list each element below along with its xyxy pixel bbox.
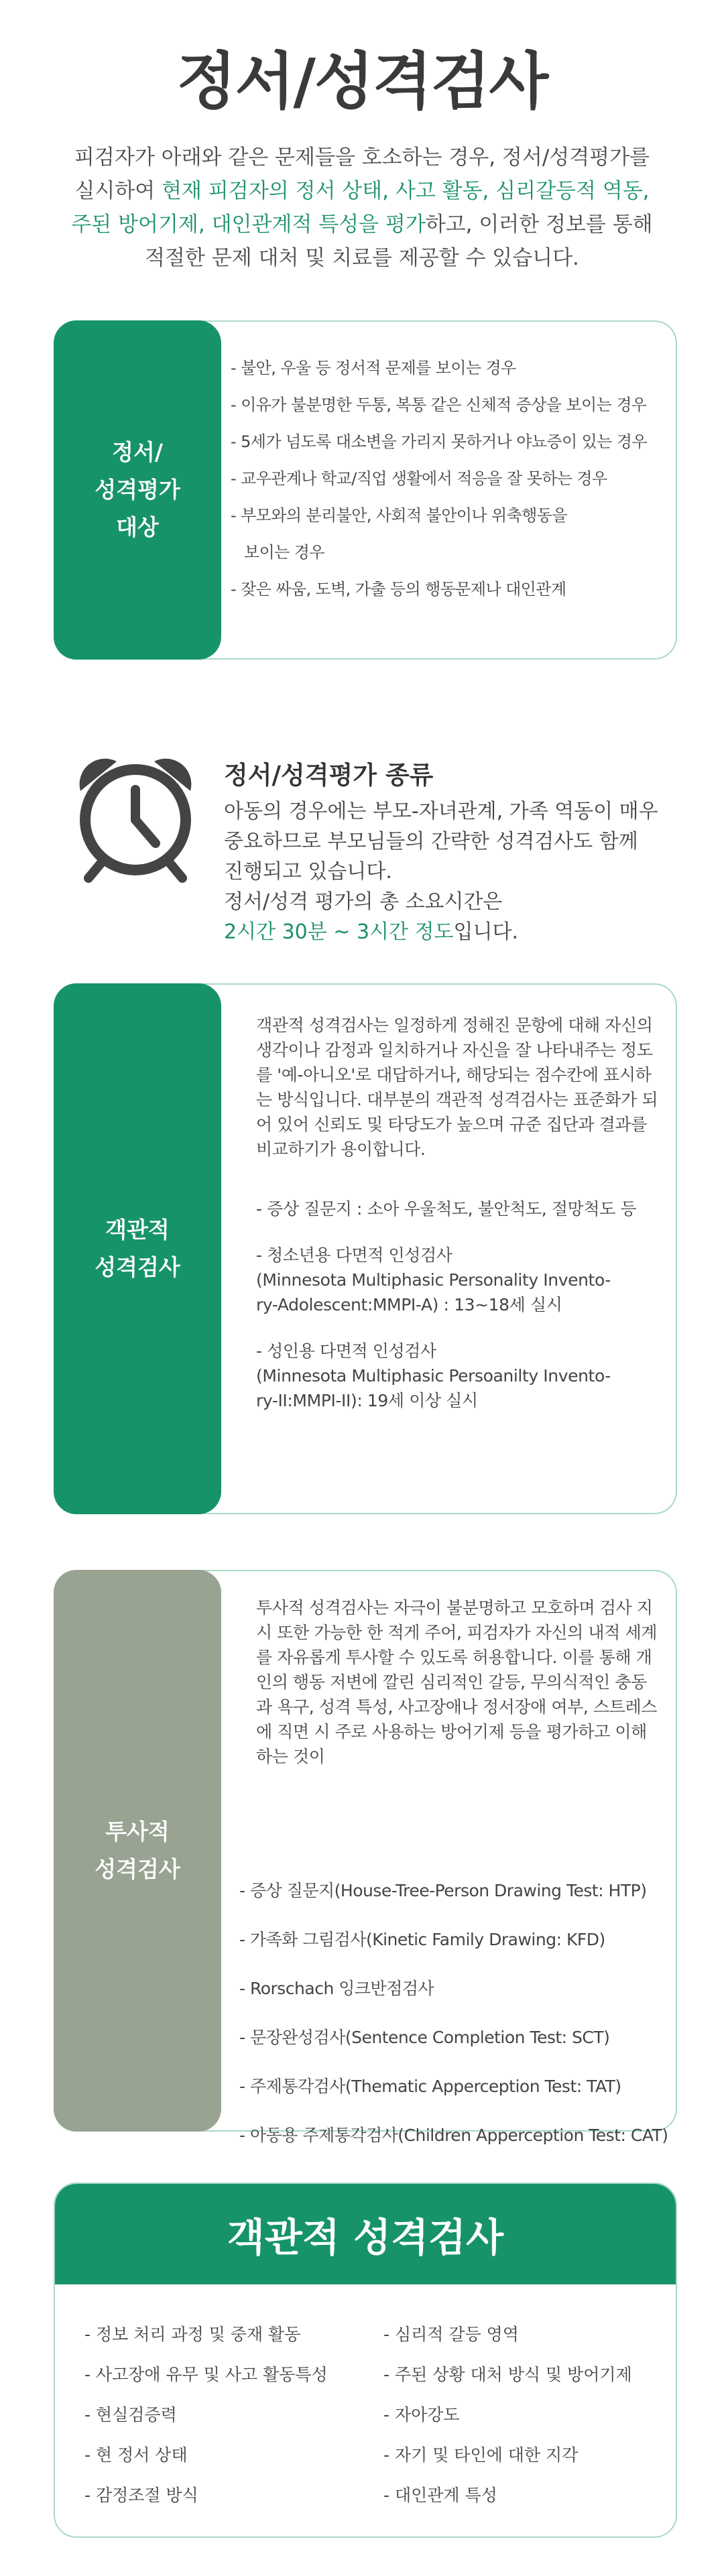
objective-item-line: - 증상 질문지 : 소아 우울척도, 불안척도, 절망척도 등 xyxy=(256,1199,637,1219)
kinds-text-span: 입니다. xyxy=(453,920,518,944)
objective-item xyxy=(256,1243,658,1317)
objective-content xyxy=(256,1013,658,1434)
target-list xyxy=(231,350,647,608)
objective-summary-card xyxy=(54,2183,677,2538)
projective-card-label xyxy=(54,1570,221,2132)
intro-line xyxy=(40,174,684,208)
target-list-item: - 부모와의 분리불안, 사회적 불안이나 위축행동을 xyxy=(231,506,567,525)
intro-highlight: 현재 피검자의 정서 상태, 사고 활동, 심리갈등적 역동, xyxy=(162,179,650,203)
kinds-line xyxy=(224,917,686,947)
objective-label-line: 객관적 xyxy=(105,1217,170,1243)
summary-item: - 감정조절 방식 xyxy=(84,2486,198,2505)
intro-line: 피검자가 아래와 같은 문제들을 호소하는 경우, 정서/성격평가를 xyxy=(74,145,650,170)
summary-item: - 현실검증력 xyxy=(84,2405,177,2425)
target-label-line: 정서/ xyxy=(112,439,163,465)
projective-test-card xyxy=(54,1570,677,2145)
summary-title: 객관적 성격검사 xyxy=(55,2184,676,2284)
intro-text xyxy=(40,141,684,275)
objective-test-card xyxy=(54,983,677,1514)
kinds-description xyxy=(224,796,686,947)
kinds-title: 정서/성격평가 종류 xyxy=(224,761,434,790)
kinds-line: 정서/성격 평가의 총 소요시간은 xyxy=(224,890,503,914)
objective-item-line: - 성인용 다면적 인성검사 xyxy=(256,1341,436,1361)
target-list-item: - 5세가 넘도록 대소변을 가리지 못하거나 야뇨증이 있는 경우 xyxy=(231,432,647,451)
target-card-label xyxy=(54,320,221,660)
objective-label-line: 성격검사 xyxy=(95,1254,180,1280)
projective-list-item: - 증상 질문지(House-Tree-Person Drawing Test: HTP) xyxy=(239,1881,647,1900)
objective-item-line: (Minnesota Multiphasic Persoanilty Invento- xyxy=(256,1366,611,1386)
objective-description: 객관적 성격검사는 일정하게 정해진 문항에 대해 자신의 생각이나 감정과 일치하거나 자신을 잘 나타내주는 정도를 '예-아니오'로 대답하거나, 해당되는 점수칸에 표시하는 방식입니다. 대부분의 객관적 성격검사는 표준화가 되어 있어 신뢰도 및 타당도가 높으며 규준 집단과 결과를 비교하기가 용이합니다. xyxy=(256,1016,658,1159)
target-list-item: - 교우관계나 학교/직업 생활에서 적응을 잘 못하는 경우 xyxy=(231,469,607,488)
target-list-item: - 불안, 우울 등 정서적 문제를 보이는 경우 xyxy=(231,359,516,377)
summary-item: - 사고장애 유무 및 사고 활동특성 xyxy=(84,2365,328,2384)
target-card xyxy=(54,320,677,660)
intro-line: 적절한 문제 대처 및 치료를 제공할 수 있습니다. xyxy=(145,246,579,270)
target-list-item: - 이유가 불분명한 두통, 복통 같은 신체적 증상을 보이는 경우 xyxy=(231,395,647,414)
projective-list xyxy=(239,1866,668,2160)
projective-list-item: - Rorschach 잉크반점검사 xyxy=(239,1979,434,1998)
target-list-item: 보이는 경우 xyxy=(244,543,324,562)
projective-list-item: - 문장완성검사(Sentence Completion Test: SCT) xyxy=(239,2028,610,2047)
projective-label-line: 투사적 xyxy=(105,1819,170,1845)
projective-list-item: - 가족화 그림검사(Kinetic Family Drawing: KFD) xyxy=(239,1930,605,1949)
summary-item: - 현 정서 상태 xyxy=(84,2445,188,2465)
alarm-clock-icon xyxy=(62,749,209,883)
projective-label-line: 성격검사 xyxy=(95,1856,180,1882)
projective-list-item: - 아동용 주제통각검사(Children Apperception Test: CAT) xyxy=(239,2126,668,2145)
objective-item xyxy=(256,1197,658,1221)
summary-item: - 주된 상황 대처 방식 및 방어기제 xyxy=(383,2365,632,2384)
kinds-line: 중요하므로 부모님들의 간략한 성격검사도 함께 xyxy=(224,830,638,853)
objective-item-line: ry-Adolescent:MMPI-A) : 13~18세 실시 xyxy=(256,1295,562,1314)
intro-text-span: 실시하여 xyxy=(74,179,162,203)
objective-card-label xyxy=(54,983,221,1514)
summary-item: - 심리적 갈등 영역 xyxy=(383,2325,519,2344)
intro-text-span: 하고, 이러한 정보를 통해 xyxy=(425,212,653,237)
duration-highlight: 2시간 30분 ~ 3시간 정도 xyxy=(224,920,454,944)
summary-item: - 자아강도 xyxy=(383,2405,460,2425)
page-title: 정서/성격검사 xyxy=(176,46,548,117)
summary-list-right xyxy=(383,2315,632,2516)
projective-description: 투사적 성격검사는 자극이 불분명하고 모호하며 검사 지시 또한 가능한 한 적게 주어, 피검자가 자신의 내적 세계를 자유롭게 투사할 수 있도록 허용합니다. 이를 통해 개인의 행동 저변에 깔린 심리적인 갈등, 무의식적인 충동과 욕구, 성격 특성, 사고장애나 정서장애 여부, 스트레스에 직면 시 주로 사용하는 방어기제 등을 평가하고 이해하는 것이 xyxy=(256,1598,657,1766)
objective-item-line: (Minnesota Multiphasic Personality Invento- xyxy=(256,1270,611,1290)
kinds-line: 진행되고 있습니다. xyxy=(224,860,392,883)
intro-highlight: 주된 방어기제, 대인관계적 특성을 평가 xyxy=(71,212,426,237)
projective-list-item: - 주제통각검사(Thematic Apperception Test: TAT) xyxy=(239,2077,621,2096)
summary-list-left xyxy=(84,2315,328,2516)
objective-item-line: - 청소년용 다면적 인성검사 xyxy=(256,1245,452,1265)
target-label-line: 대상 xyxy=(116,514,159,540)
summary-item: - 정보 처리 과정 및 중재 활동 xyxy=(84,2325,301,2344)
summary-item: - 대인관계 특성 xyxy=(383,2486,497,2505)
target-label-line: 성격평가 xyxy=(95,477,180,503)
objective-item-line: ry-II:MMPI-II): 19세 이상 실시 xyxy=(256,1391,478,1410)
kinds-line: 아동의 경우에는 부모-자녀관계, 가족 역동이 매우 xyxy=(224,800,658,823)
target-list-item: - 잦은 싸움, 도벽, 가출 등의 행동문제나 대인관계 xyxy=(231,580,566,599)
summary-item: - 자기 및 타인에 대한 지각 xyxy=(383,2445,579,2465)
intro-line xyxy=(40,208,684,241)
objective-item xyxy=(256,1339,658,1413)
